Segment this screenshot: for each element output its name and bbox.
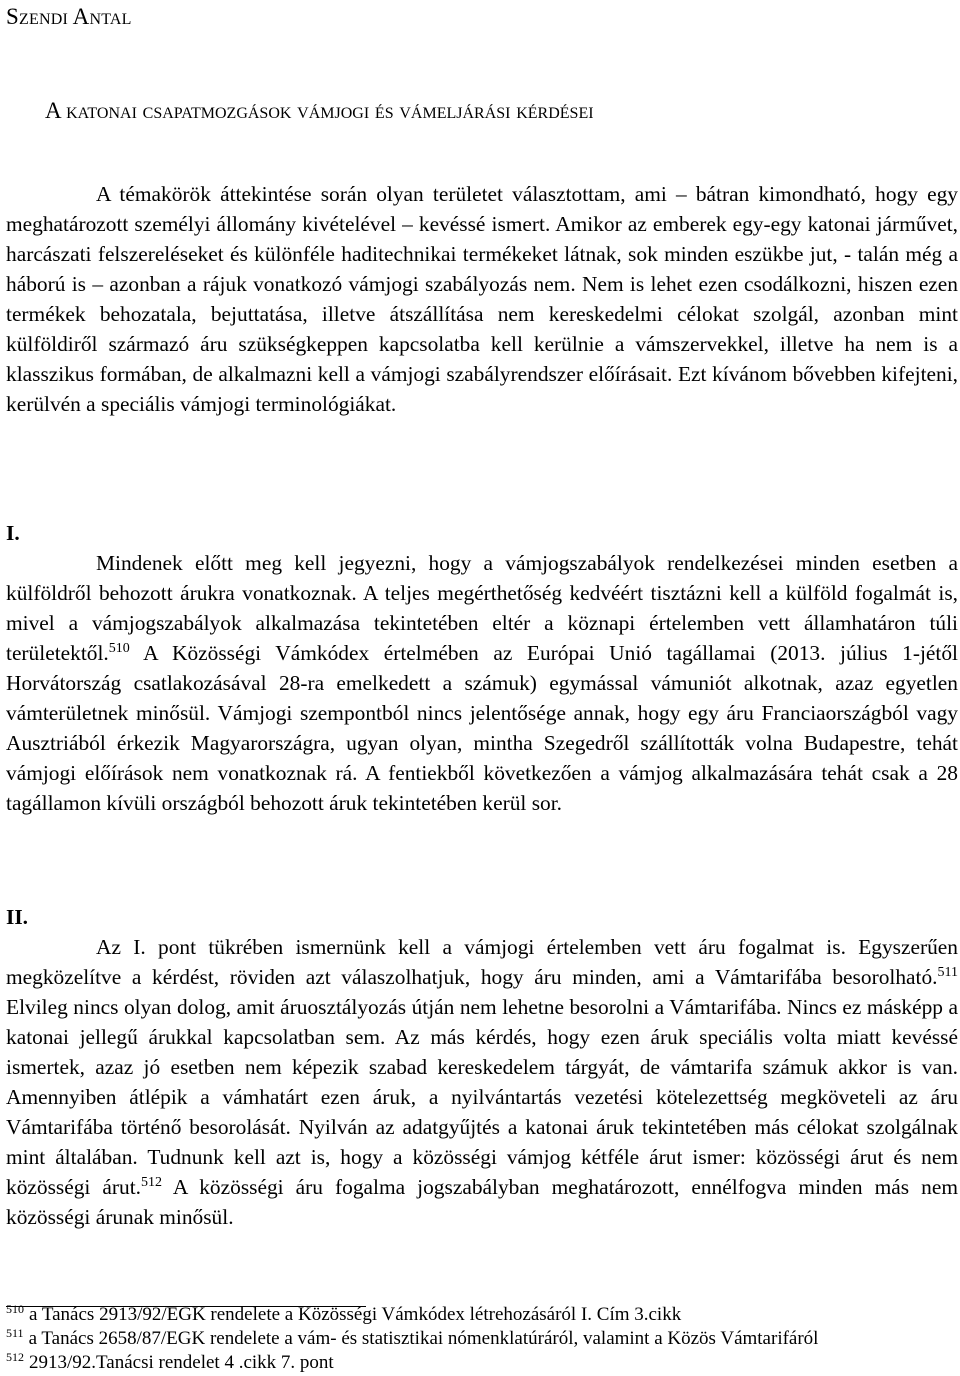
section-2-text-a: Az I. pont tükrében ismernünk kell a vámjogi értelemben vett áru fogalmat is. Egyszerűen megközelítve a kérdést, röviden azt válaszolhatjuk, hogy áru minden, ami a Vámtarifába besorolható. (6, 935, 958, 989)
footnote-512 (6, 1349, 334, 1374)
footnote-text: a Tanács 2658/87/EGK rendelete a vám- és statisztikai nómenklatúráról, valamint a Közös Vámtarifáról (28, 1328, 819, 1349)
footnote-number: 510 (6, 1301, 24, 1316)
footnote-text: a Tanács 2913/92/EGK rendelete a Közösségi Vámkódex létrehozásáról I. Cím 3.cikk (29, 1304, 682, 1325)
intro-paragraph (6, 179, 958, 419)
footnote-text: 2913/92.Tanácsi rendelet 4 .cikk 7. pont (29, 1352, 334, 1373)
intro-text: A témakörök áttekintése során olyan területet választottam, ami – bátran kimondható, hogy egy meghatározott személyi állomány kivételével – kevéssé ismert. Amikor az emberek egy-egy katonai járművet, harcászati felszereléseket és különféle haditechnikai termékeket látnak, sok minden eszükbe jut, - talán még a háború is – azonban a rájuk vonatkozó vámjogi szabályozás nem. Nem is lehet ezen csodálkozni, hiszen ezen termékek behozatala, bejuttatása, illetve átszállítása nem kereskedelmi célokat szolgál, azonban mint külföldiről származó áru szükségkeppen kapcsolatba kell kerülnie a vámszervekkel, illetve ha nem is a klasszikus formában, de alkalmazni kell a vámjogi szabályrendszer előírásait. Ezt kívánom bővebben kifejteni, kerülvén a speciális vámjogi terminológiákat. (6, 182, 958, 416)
section-1-text-b: A Közösségi Vámkódex értelmében az Európai Unió tagállamai (2013. július 1-jétől Horvátország csatlakozásával 28-ra emelkedett a számuk) egymással vámuniót alkotnak, azaz egyetlen vámterületnek minősül. Vámjogi szempontból nincs jelentősége annak, hogy egy áru Franciaországból vagy Ausztriából érkezik Magyarországra, ugyan olyan, mintha Szegedről szállították volna Budapestre, tehát vámjogi előírások nem vonatkoznak rá. A fentiekből következően a vámjog alkalmazására tehát csak a 28 tagállamon kívüli országból behozott áruk tekintetében kerül sor. (6, 641, 958, 815)
section-1-text-a: Mindenek előtt meg kell jegyezni, hogy a vámjogszabályok rendelkezései minden esetben a külföldről behozott árukra vonatkoznak. A teljes megérthetőség kedvéért tisztázni kell a külföld fogalmát is, mivel a vámjogszabályok alkalmazása tekintetében eltér a köznapi értelemben vett államhatáron túli területektől. (6, 551, 958, 665)
footnote-ref-511[interactable]: 511 (937, 964, 958, 980)
footnote-number: 511 (6, 1325, 24, 1340)
section-heading-2: II. (6, 905, 28, 929)
footnote-510 (6, 1301, 682, 1326)
section-1-paragraph (6, 548, 958, 818)
section-2-text-b: Elvileg nincs olyan dolog, amit áruosztályozás útján nem lehetne besorolni a Vámtarifába. Nincs ez másképp a katonai jellegű árukkal kapcsolatban sem. Az más kérdés, hogy ezen áruk speciális volta miatt kevéssé ismertek, azaz jó esetben nem képezik szabad kereskedelem tárgyát, de vámtarifa számuk akkor is van. Amennyiben átlépik a vámhatárt ezen áruk, a nyilvántartás vezetési kötelezettség megköveteli az áru Vámtarifába történő besorolását. Nyilván az adatgyűjtés a katonai áruk tekintetében más célokat szolgálnak mint általában. Tudnunk kell azt is, hogy a közösségi vámjog kétféle árut ismer: közösségi árut és nem közösségi árut. (6, 995, 958, 1199)
section-2-text-c: A közösségi áru fogalma jogszabályban meghatározott, ennélfogva minden más nem közösségi árunak minősül. (6, 1175, 958, 1229)
section-2-paragraph (6, 932, 958, 1232)
page-title: A katonai csapatmozgások vámjogi és vámeljárási kérdései (45, 98, 594, 123)
section-heading-1: I. (6, 521, 20, 545)
footnote-ref-510[interactable]: 510 (108, 640, 130, 656)
footnote-ref-512[interactable]: 512 (141, 1174, 163, 1190)
footnote-511 (6, 1325, 819, 1350)
author-name: Szendi Antal (6, 4, 132, 29)
footnote-number: 512 (6, 1349, 24, 1364)
